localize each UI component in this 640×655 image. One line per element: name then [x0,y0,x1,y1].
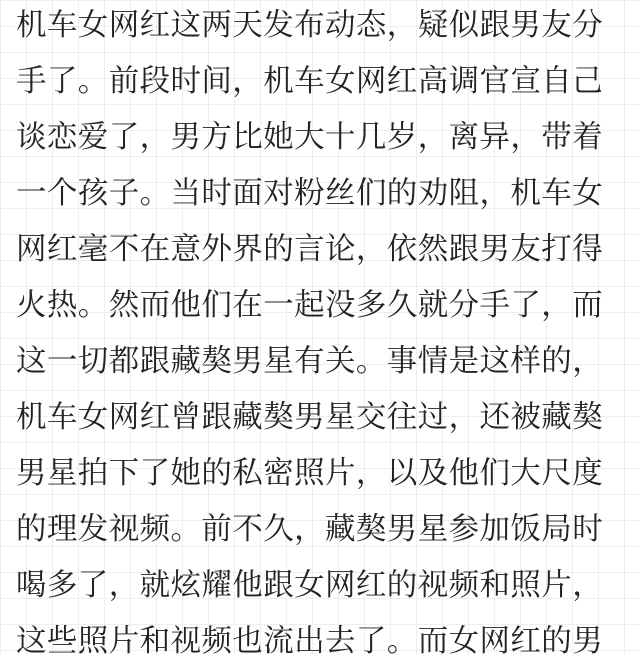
article-line: 网红毫不在意外界的言论，依然跟男友打得 [16,232,604,267]
article-line: 这一切都跟藏獒男星有关。事情是这样的， [16,344,604,379]
article-line: 手了。前段时间，机车女网红高调官宣自己 [16,64,604,99]
article-line: 火热。然而他们在一起没多久就分手了，而 [16,288,604,323]
article-line: 喝多了，就炫耀他跟女网红的视频和照片， [16,568,604,603]
article-line: 机车女网红这两天发布动态，疑似跟男友分 [16,8,604,43]
article-line: 男星拍下了她的私密照片，以及他们大尺度 [16,456,604,491]
article-line: 谈恋爱了，男方比她大十几岁，离异，带着 [16,120,604,155]
article-line: 机车女网红曾跟藏獒男星交往过，还被藏獒 [16,400,604,435]
article-line: 这些照片和视频也流出去了。而女网红的男 [16,624,604,655]
article-line: 的理发视频。前不久，藏獒男星参加饭局时 [16,512,604,547]
article-line: 一个孩子。当时面对粉丝们的劝阻，机车女 [16,176,604,211]
